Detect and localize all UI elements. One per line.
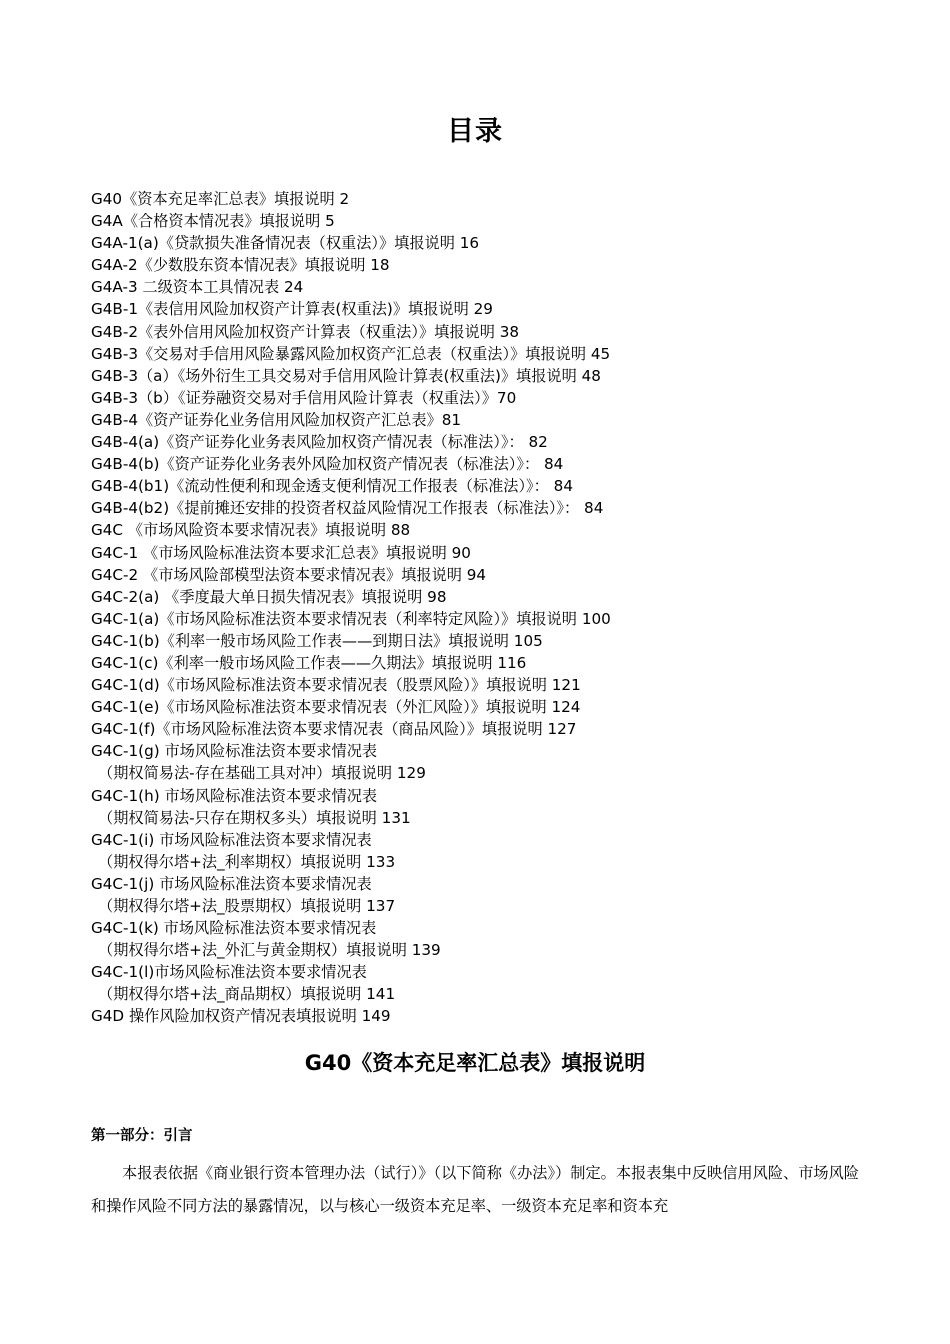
toc-entry[interactable]: G4A-1(a)《贷款损失准备情况表（权重法）》填报说明 16: [91, 234, 480, 253]
toc-entry[interactable]: G4C-1(h) 市场风险标准法资本要求情况表: [91, 786, 378, 805]
toc-title: 目录: [447, 116, 503, 147]
toc-entry[interactable]: G4D 操作风险加权资产情况表填报说明 149: [91, 1007, 391, 1026]
toc-entry[interactable]: G4B-3（b）《证券融资交易对手信用风险计算表（权重法）》70: [91, 388, 517, 407]
toc-entry[interactable]: G4C-1(g) 市场风险标准法资本要求情况表: [91, 742, 378, 761]
toc-entry[interactable]: （期权得尔塔+法_外汇与黄金期权）填报说明 139: [98, 941, 441, 960]
part-heading: 第一部分：引言: [91, 1128, 193, 1144]
toc-entry[interactable]: G4B-4(a)《资产证券化业务表风险加权资产情况表（标准法）》： 82: [91, 433, 548, 452]
toc-entry[interactable]: （期权得尔塔+法_利率期权）填报说明 133: [98, 852, 396, 871]
toc-entry[interactable]: G4C 《市场风险资本要求情况表》填报说明 88: [91, 521, 411, 540]
toc-entry[interactable]: G4C-1(e)《市场风险标准法资本要求情况表（外汇风险）》填报说明 124: [91, 698, 581, 717]
toc-entry[interactable]: G4B-3《交易对手信用风险暴露风险加权资产汇总表（权重法）》填报说明 45: [91, 344, 611, 363]
toc-entry[interactable]: G4C-1(j) 市场风险标准法资本要求情况表: [91, 874, 372, 893]
toc-entry[interactable]: G4C-1(a)《市场风险标准法资本要求情况表（利率特定风险）》填报说明 100: [91, 609, 611, 628]
toc-entry[interactable]: （期权得尔塔+法_商品期权）填报说明 141: [98, 985, 396, 1004]
toc-entry[interactable]: （期权简易法-只存在期权多头）填报说明 131: [98, 808, 411, 827]
toc-entry[interactable]: G4B-4《资产证券化业务信用风险加权资产汇总表》81: [91, 410, 462, 429]
toc-entry[interactable]: G4B-2《表外信用风险加权资产计算表（权重法）》填报说明 38: [91, 322, 520, 341]
toc-entry[interactable]: G4C-1(d)《市场风险标准法资本要求情况表（股票风险）》填报说明 121: [91, 676, 581, 695]
toc-entry[interactable]: G4B-1《表信用风险加权资产计算表(权重法)》填报说明 29: [91, 300, 493, 319]
toc-entry[interactable]: G4B-4(b)《资产证券化业务表外风险加权资产情况表（标准法）》： 84: [91, 455, 564, 474]
toc-entry[interactable]: G4C-1(b)《利率一般市场风险工作表——到期日法》填报说明 105: [91, 631, 543, 650]
toc-entry[interactable]: G4A-2《少数股东资本情况表》填报说明 18: [91, 256, 390, 275]
toc-entry[interactable]: G4A《合格资本情况表》填报说明 5: [91, 212, 335, 231]
toc-entry[interactable]: G4C-1(k) 市场风险标准法资本要求情况表: [91, 919, 377, 938]
toc-entry[interactable]: G4B-4(b1)《流动性便利和现金透支便利情况工作报表（标准法）》： 84: [91, 477, 573, 496]
toc-entry[interactable]: G4C-1 《市场风险标准法资本要求汇总表》填报说明 90: [91, 543, 471, 562]
toc-entry[interactable]: G4B-4(b2)《提前摊还安排的投资者权益风险情况工作报表（标准法）》： 84: [91, 499, 604, 518]
toc-entry[interactable]: G4A-3 二级资本工具情况表 24: [91, 278, 304, 297]
toc-entry[interactable]: G4C-1(c)《利率一般市场风险工作表——久期法》填报说明 116: [91, 653, 527, 672]
section-title: G40《资本充足率汇总表》填报说明: [304, 1051, 646, 1075]
toc-list: [91, 188, 891, 1028]
toc-entry[interactable]: （期权简易法-存在基础工具对冲）填报说明 129: [98, 764, 426, 783]
toc-entry[interactable]: G4C-1(f)《市场风险标准法资本要求情况表（商品风险）》填报说明 127: [91, 720, 577, 739]
toc-entry[interactable]: G4C-2(a) 《季度最大单日损失情况表》填报说明 98: [91, 587, 447, 606]
toc-entry[interactable]: （期权得尔塔+法_股票期权）填报说明 137: [98, 897, 396, 915]
toc-entry[interactable]: G4C-2 《市场风险部模型法资本要求情况表》填报说明 94: [91, 565, 487, 584]
toc-entry[interactable]: G4C-1(i) 市场风险标准法资本要求情况表: [91, 830, 372, 849]
toc-entry[interactable]: G4B-3（a）《场外衍生工具交易对手信用风险计算表(权重法)》填报说明 48: [91, 366, 601, 385]
toc-entry[interactable]: G40《资本充足率汇总表》填报说明 2: [91, 190, 350, 208]
toc-entry[interactable]: G4C-1(l)市场风险标准法资本要求情况表: [91, 963, 367, 982]
body-paragraph: 本报表依据《商业银行资本管理办法（试行）》（以下简称《办法》）制定。本报表集中反映信用风险、市场风险和操作风险不同方法的暴露情况，以与核心一级资本充足率、一级资本充足率和资本充: [91, 1164, 859, 1215]
